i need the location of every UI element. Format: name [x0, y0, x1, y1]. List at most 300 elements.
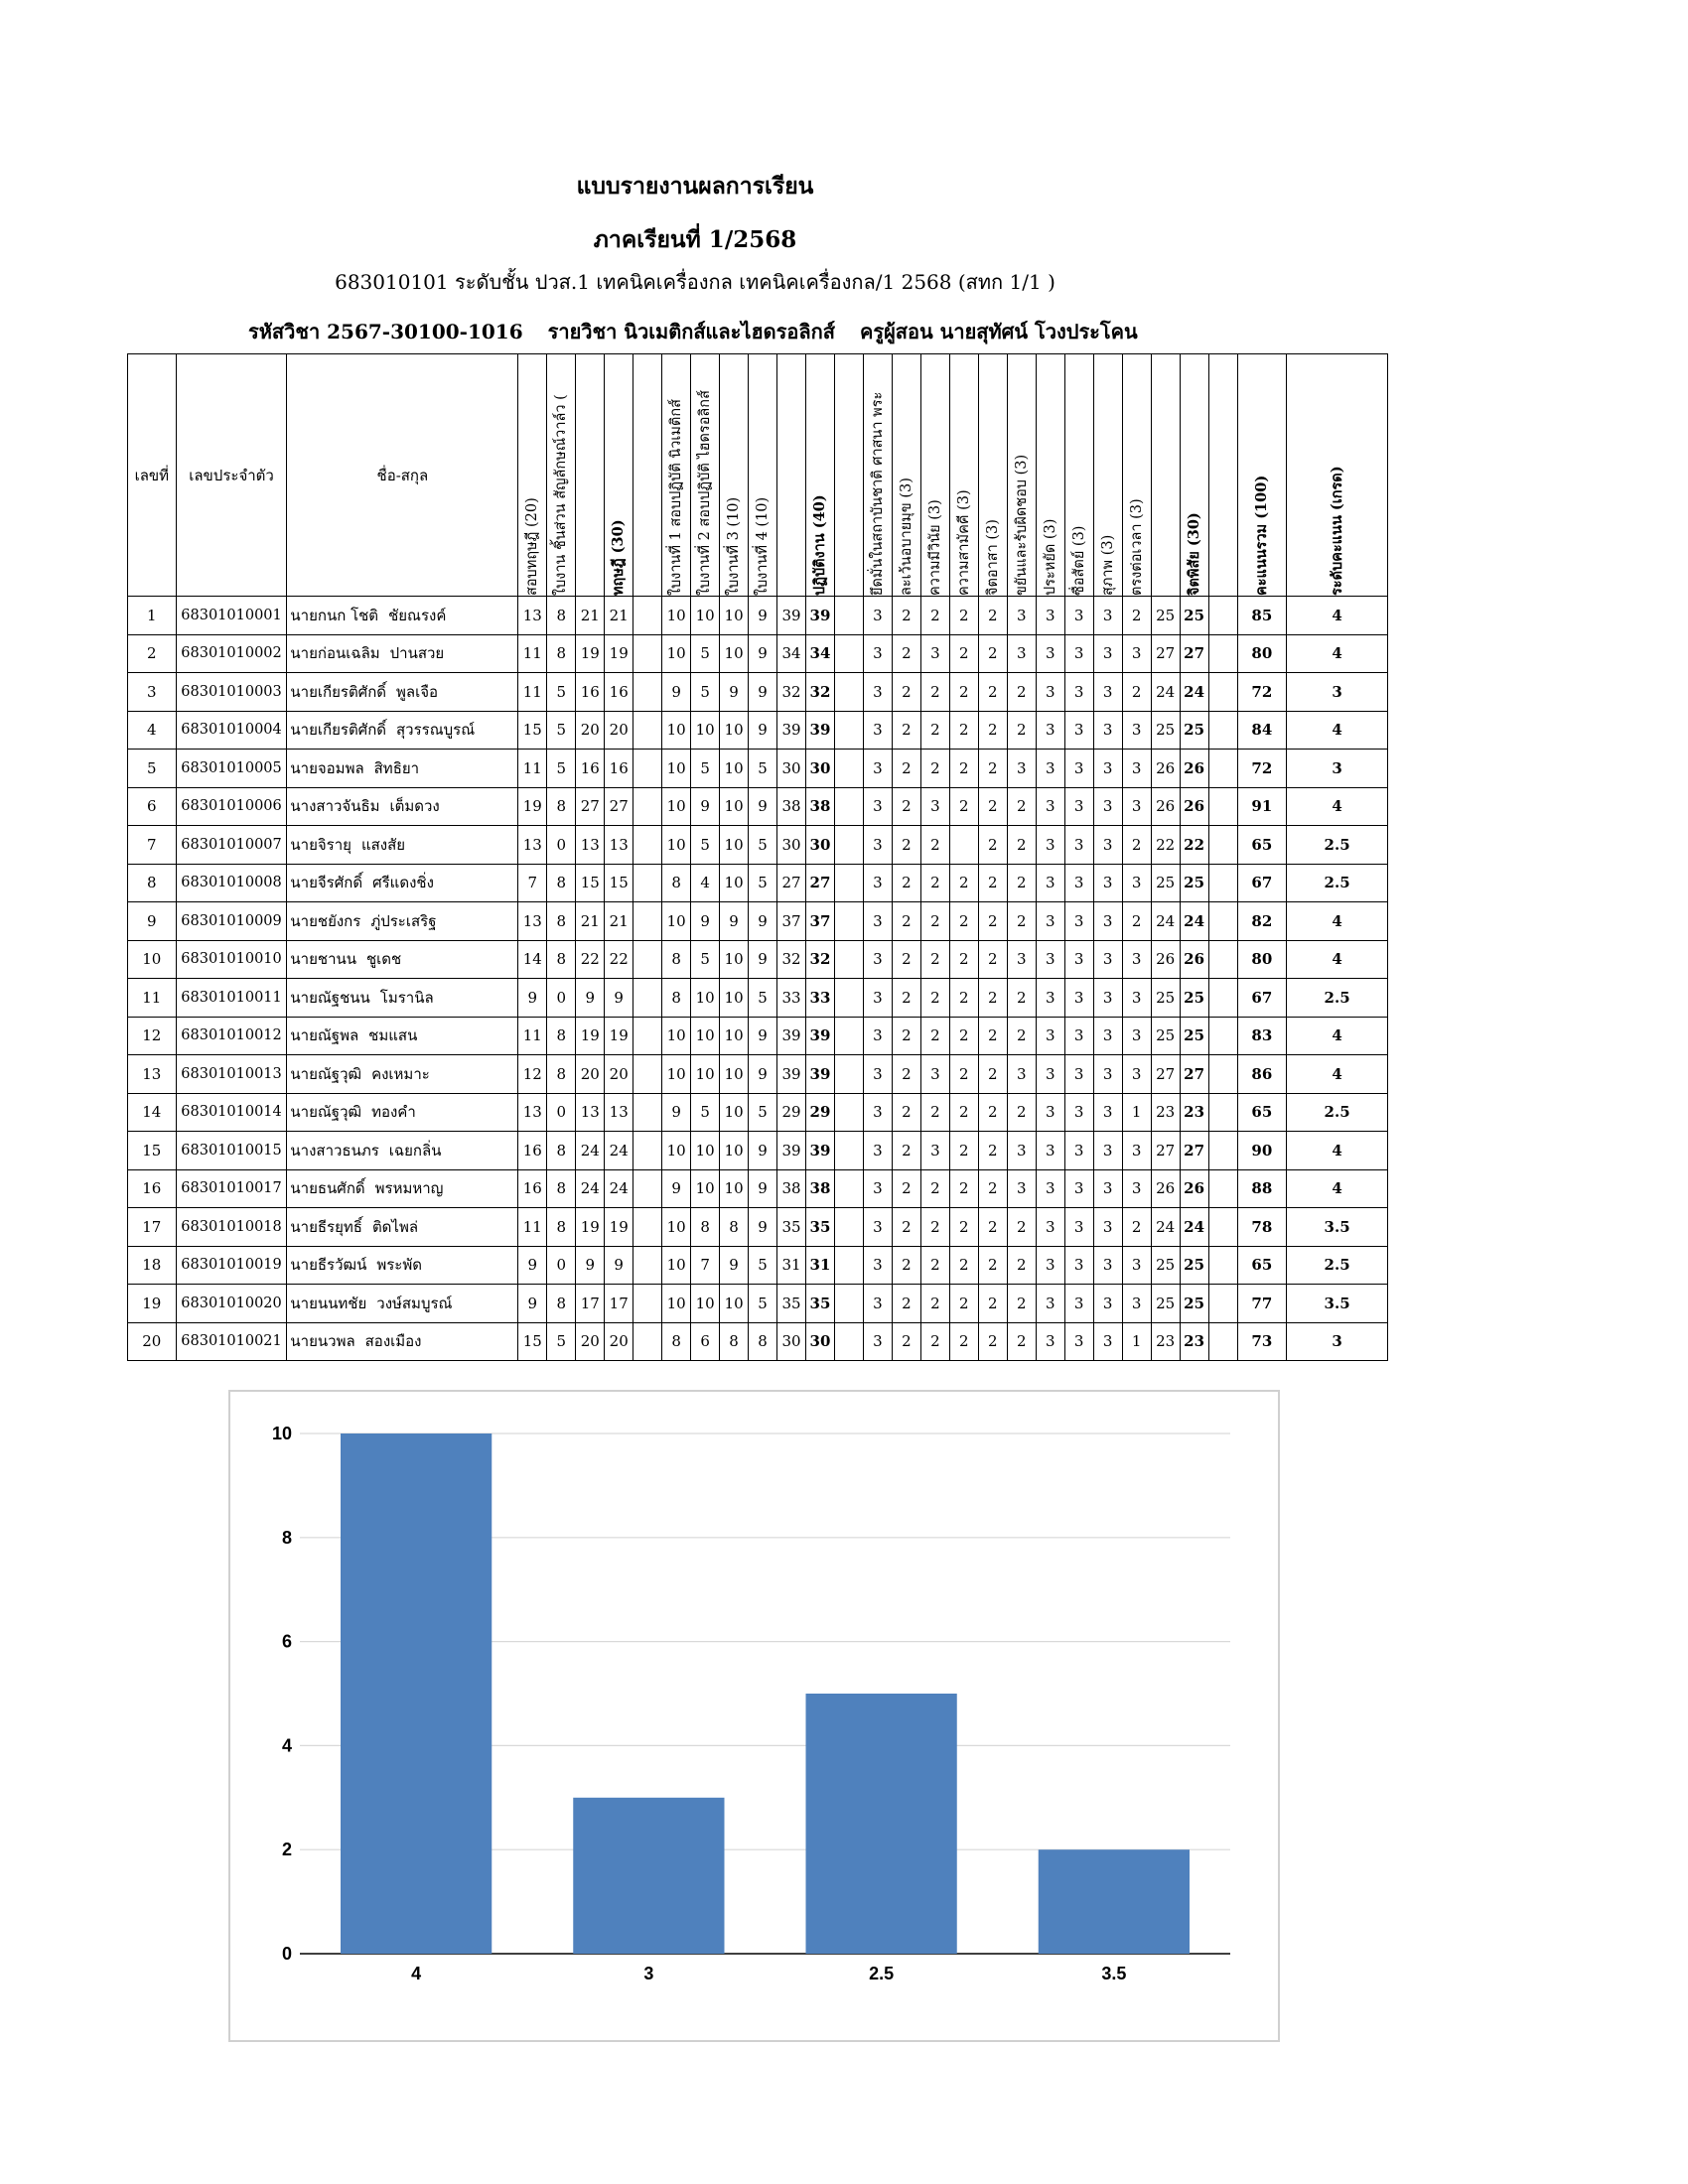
score-cell: 10 [720, 711, 749, 750]
empty-cell [633, 1132, 662, 1170]
score-cell: 2 [978, 1322, 1007, 1361]
score-cell: 2 [978, 1285, 1007, 1323]
score-cell: 30 [806, 750, 835, 788]
score-cell: 24 [1151, 1208, 1180, 1247]
score-cell: 10 [720, 826, 749, 865]
last-name: โมรานิล [379, 988, 434, 1007]
score-cell: 2 [892, 1322, 920, 1361]
score-cell: 3 [1007, 940, 1036, 979]
score-cell: 16 [518, 1169, 547, 1208]
last-name: พูลเจือ [396, 682, 439, 701]
empty-cell [633, 1246, 662, 1285]
score-cell: 3 [1036, 979, 1064, 1018]
student-name [287, 597, 518, 635]
score-cell: 10 [662, 634, 691, 673]
score-cell: 19 [605, 1017, 633, 1055]
score-cell: 3 [1036, 1322, 1064, 1361]
column-header [1151, 354, 1180, 597]
first-name: นายณัฐวุฒิ [290, 1064, 362, 1083]
score-cell: 2.5 [1287, 826, 1388, 865]
score-cell: 17 [576, 1285, 605, 1323]
score-cell: 3 [1036, 826, 1064, 865]
score-cell: 2.5 [1287, 1246, 1388, 1285]
column-header-label: ทฤษฎี (30) [610, 519, 628, 596]
score-cell: 91 [1237, 787, 1287, 826]
column-header-label: ความมีวินัย (3) [926, 499, 943, 596]
score-cell: 2 [1007, 711, 1036, 750]
score-cell: 10 [720, 1132, 749, 1170]
score-cell: 7 [518, 864, 547, 902]
score-cell: 2 [978, 597, 1007, 635]
first-name: นายก่อนเฉลิม [290, 644, 380, 663]
score-cell: 2 [949, 1169, 978, 1208]
column-header [1208, 354, 1237, 597]
score-cell: 8 [547, 634, 576, 673]
score-cell: 9 [720, 1246, 749, 1285]
score-cell: 3 [1093, 634, 1122, 673]
last-name: ภู่ประเสริฐ [370, 911, 437, 930]
table-row [128, 1246, 1388, 1285]
score-cell: 25 [1180, 864, 1208, 902]
score-cell: 25 [1151, 979, 1180, 1018]
score-cell: 39 [777, 711, 806, 750]
score-cell: 39 [806, 1132, 835, 1170]
student-id: 68301010008 [176, 864, 287, 902]
score-cell: 2 [1007, 902, 1036, 941]
score-cell: 8 [749, 1322, 777, 1361]
score-cell: 3 [1064, 787, 1093, 826]
score-cell: 3 [863, 826, 892, 865]
first-name: นายณัฐพล [290, 1026, 359, 1045]
row-number: 8 [128, 864, 177, 902]
score-cell: 35 [806, 1285, 835, 1323]
score-cell: 10 [720, 1169, 749, 1208]
column-header-label: ระดับคะแนน (เกรด) [1328, 466, 1345, 596]
empty-cell [1208, 826, 1237, 865]
score-cell: 8 [662, 864, 691, 902]
student-name [287, 750, 518, 788]
score-cell: 5 [691, 673, 720, 712]
score-cell: 37 [777, 902, 806, 941]
score-cell: 9 [749, 787, 777, 826]
empty-cell [834, 787, 863, 826]
score-cell: 13 [576, 826, 605, 865]
score-cell: 27 [1180, 1055, 1208, 1094]
student-id: 68301010005 [176, 750, 287, 788]
score-cell: 21 [576, 597, 605, 635]
score-cell: 10 [720, 787, 749, 826]
score-cell: 19 [576, 634, 605, 673]
empty-cell [834, 750, 863, 788]
score-cell: 25 [1180, 1017, 1208, 1055]
empty-cell [633, 1208, 662, 1247]
column-header [605, 354, 633, 597]
score-cell: 10 [662, 1208, 691, 1247]
score-cell: 19 [576, 1017, 605, 1055]
score-cell: 67 [1237, 979, 1287, 1018]
row-number: 6 [128, 787, 177, 826]
score-cell: 39 [777, 1017, 806, 1055]
score-cell: 3 [1093, 787, 1122, 826]
score-cell: 9 [749, 1169, 777, 1208]
score-cell: 2 [892, 1285, 920, 1323]
score-cell: 2 [892, 1208, 920, 1247]
grade-table [127, 353, 1388, 1361]
column-header-label: จิตพิสัย (30) [1185, 512, 1202, 596]
first-name: นายกนก โชติ [290, 606, 379, 624]
score-cell: 2 [949, 1322, 978, 1361]
score-cell: 2 [949, 1055, 978, 1094]
score-cell: 10 [662, 597, 691, 635]
score-cell: 25 [1180, 597, 1208, 635]
student-name [287, 1093, 518, 1132]
score-cell: 2 [949, 940, 978, 979]
score-cell: 23 [1180, 1093, 1208, 1132]
score-cell: 27 [576, 787, 605, 826]
student-name [287, 1132, 518, 1170]
score-cell: 65 [1237, 1246, 1287, 1285]
score-cell: 19 [518, 787, 547, 826]
score-cell: 4 [1287, 597, 1388, 635]
empty-cell [633, 979, 662, 1018]
column-header-label: ละเว้นอบายมุข (3) [898, 478, 914, 596]
last-name: ติดไพล่ [371, 1217, 419, 1236]
score-cell: 72 [1237, 750, 1287, 788]
score-cell: 2 [949, 673, 978, 712]
table-row [128, 711, 1388, 750]
column-header [978, 354, 1007, 597]
score-cell: 26 [1151, 1169, 1180, 1208]
column-header-label: ใบงานที่ 2 สอบปฏิบัติ ไฮดรอลิกส์ [697, 390, 714, 596]
score-cell: 9 [749, 634, 777, 673]
last-name: คงเหมาะ [371, 1064, 430, 1083]
row-number: 5 [128, 750, 177, 788]
score-cell: 72 [1237, 673, 1287, 712]
table-row [128, 826, 1388, 865]
score-cell: 19 [605, 1208, 633, 1247]
score-cell: 4 [1287, 940, 1388, 979]
empty-cell [1208, 634, 1237, 673]
score-cell: 88 [1237, 1169, 1287, 1208]
score-cell: 80 [1237, 940, 1287, 979]
score-cell: 9 [518, 1285, 547, 1323]
score-cell: 3 [863, 634, 892, 673]
score-cell: 3 [1007, 1132, 1036, 1170]
score-cell: 13 [518, 902, 547, 941]
score-cell: 4 [1287, 1169, 1388, 1208]
student-id: 68301010002 [176, 634, 287, 673]
score-cell: 23 [1151, 1093, 1180, 1132]
score-cell: 3 [920, 1132, 949, 1170]
column-header-label: ปฏิบัติงาน (40) [810, 494, 828, 596]
row-number: 13 [128, 1055, 177, 1094]
score-cell: 19 [576, 1208, 605, 1247]
empty-cell [633, 826, 662, 865]
row-number: 11 [128, 979, 177, 1018]
score-cell: 23 [1151, 1322, 1180, 1361]
score-cell: 8 [547, 1208, 576, 1247]
score-cell: 10 [691, 711, 720, 750]
first-name: นางสาวจันธิม [290, 797, 380, 816]
x-tick-label: 3 [643, 1964, 654, 1983]
first-name: นายจีรศักดิ์ [290, 874, 363, 892]
score-cell: 3 [1036, 1017, 1064, 1055]
score-cell: 39 [806, 1055, 835, 1094]
score-cell: 2 [978, 711, 1007, 750]
y-tick-label: 8 [281, 1527, 292, 1548]
table-row [128, 940, 1388, 979]
student-id: 68301010021 [176, 1322, 287, 1361]
last-name: ปานสวย [389, 644, 445, 663]
score-cell: 4 [1287, 787, 1388, 826]
score-cell: 4 [1287, 711, 1388, 750]
score-cell: 5 [691, 634, 720, 673]
score-cell: 2 [949, 979, 978, 1018]
row-number: 18 [128, 1246, 177, 1285]
empty-cell [1208, 1322, 1237, 1361]
score-cell: 2 [949, 1246, 978, 1285]
first-name: นายเกียรติศักดิ์ [290, 682, 387, 701]
score-cell: 25 [1180, 711, 1208, 750]
score-cell: 2 [1007, 826, 1036, 865]
column-header [1122, 354, 1151, 597]
score-cell: 3 [1064, 1285, 1093, 1323]
empty-cell [633, 711, 662, 750]
score-cell: 3 [1064, 902, 1093, 941]
score-cell: 10 [720, 597, 749, 635]
student-id: 68301010003 [176, 673, 287, 712]
score-cell: 3 [863, 1093, 892, 1132]
class-line: 683010101 ระดับชั้น ปวส.1 เทคนิคเครื่องกล เทคนิคเครื่องกล/1 2568 (สทก 1/1 ) [335, 270, 1055, 294]
score-cell: 3 [1122, 1246, 1151, 1285]
empty-cell [633, 1169, 662, 1208]
empty-cell [1208, 902, 1237, 941]
score-cell: 85 [1237, 597, 1287, 635]
score-cell: 3 [1093, 673, 1122, 712]
column-header [777, 354, 806, 597]
first-name: นายชานน [290, 950, 356, 969]
score-cell: 26 [1180, 1169, 1208, 1208]
student-id: 68301010006 [176, 787, 287, 826]
score-cell: 3 [1093, 1055, 1122, 1094]
score-cell: 3 [1122, 711, 1151, 750]
score-cell: 65 [1237, 1093, 1287, 1132]
score-cell: 11 [518, 1208, 547, 1247]
score-cell: 3 [1093, 940, 1122, 979]
score-cell: 3 [1064, 1093, 1093, 1132]
score-cell: 2 [978, 1055, 1007, 1094]
table-body [128, 597, 1388, 1361]
score-cell: 31 [806, 1246, 835, 1285]
score-cell: 2 [920, 1169, 949, 1208]
score-cell: 2 [978, 1093, 1007, 1132]
score-cell: 3 [863, 1208, 892, 1247]
score-cell: 5 [749, 979, 777, 1018]
score-cell: 25 [1180, 979, 1208, 1018]
score-cell: 5 [691, 940, 720, 979]
first-name: นายนวพล [290, 1332, 355, 1351]
score-cell: 26 [1151, 750, 1180, 788]
last-name: พระพัด [376, 1256, 422, 1275]
score-cell: 5 [749, 826, 777, 865]
score-cell: 2 [978, 979, 1007, 1018]
score-cell: 3 [1093, 711, 1122, 750]
column-header-label: ใบงานที่ 1 สอบปฏิบัติ นิวเมติกส์ [668, 399, 685, 596]
score-cell: 10 [720, 1017, 749, 1055]
score-cell: 23 [1180, 1322, 1208, 1361]
score-cell: 2 [949, 902, 978, 941]
score-cell: 2 [978, 1132, 1007, 1170]
score-cell: 3 [1093, 1285, 1122, 1323]
column-header [720, 354, 749, 597]
column-header [920, 354, 949, 597]
first-name: นายเกียรติศักดิ์ [290, 721, 387, 740]
score-cell: 3 [1122, 787, 1151, 826]
score-cell: 2 [949, 597, 978, 635]
score-cell: 2 [892, 787, 920, 826]
row-number: 7 [128, 826, 177, 865]
score-cell: 9 [662, 1169, 691, 1208]
score-cell: 2.5 [1287, 864, 1388, 902]
score-cell: 2 [1007, 979, 1036, 1018]
score-cell: 2 [892, 750, 920, 788]
table-row [128, 787, 1388, 826]
course-name: รายวิชา นิวเมติกส์และไฮดรอลิกส์ [547, 320, 835, 343]
score-cell: 3 [1122, 1285, 1151, 1323]
column-header-label: คะแนนรวม (100) [1252, 475, 1270, 596]
score-cell: 11 [518, 1017, 547, 1055]
score-cell: 9 [518, 1246, 547, 1285]
score-cell: 5 [749, 750, 777, 788]
score-cell: 26 [1151, 787, 1180, 826]
student-name [287, 1285, 518, 1323]
score-cell: 8 [547, 1132, 576, 1170]
score-cell: 77 [1237, 1285, 1287, 1323]
score-cell: 13 [605, 826, 633, 865]
score-cell: 2 [949, 711, 978, 750]
score-cell: 4 [691, 864, 720, 902]
score-cell: 2 [978, 787, 1007, 826]
score-cell: 9 [576, 1246, 605, 1285]
score-cell: 33 [777, 979, 806, 1018]
score-cell: 5 [749, 1093, 777, 1132]
score-cell: 17 [605, 1285, 633, 1323]
score-cell: 3 [1036, 1208, 1064, 1247]
row-number: 15 [128, 1132, 177, 1170]
score-cell: 16 [576, 673, 605, 712]
column-header [576, 354, 605, 597]
score-cell: 13 [518, 826, 547, 865]
score-cell: 2 [1007, 864, 1036, 902]
score-cell: 3 [863, 902, 892, 941]
first-name: นายณัฐวุฒิ [290, 1103, 362, 1122]
score-cell: 9 [749, 711, 777, 750]
column-header-label: ยึดมั่นในสถาบันชาติ ศาสนา พระ [869, 391, 886, 596]
empty-cell [834, 711, 863, 750]
empty-cell [834, 597, 863, 635]
score-cell: 2 [1007, 1093, 1036, 1132]
empty-cell [1208, 787, 1237, 826]
student-id: 68301010004 [176, 711, 287, 750]
score-cell: 8 [720, 1208, 749, 1247]
student-name [287, 787, 518, 826]
score-cell: 8 [547, 1285, 576, 1323]
student-name [287, 1322, 518, 1361]
score-cell: 7 [691, 1246, 720, 1285]
score-cell: 3 [1036, 940, 1064, 979]
y-tick-label: 0 [281, 1944, 292, 1964]
empty-cell [1208, 597, 1237, 635]
score-cell: 38 [806, 787, 835, 826]
score-cell: 10 [662, 902, 691, 941]
first-name: นายณัฐชนน [290, 988, 370, 1007]
column-header [691, 354, 720, 597]
last-name: แสงสัย [360, 835, 406, 854]
score-cell: 2 [1007, 1322, 1036, 1361]
empty-cell [1208, 864, 1237, 902]
row-number: 3 [128, 673, 177, 712]
empty-cell [633, 597, 662, 635]
score-cell: 34 [777, 634, 806, 673]
student-id: 68301010018 [176, 1208, 287, 1247]
score-cell: 13 [518, 1093, 547, 1132]
score-cell: 9 [720, 902, 749, 941]
score-cell: 24 [576, 1169, 605, 1208]
score-cell: 4 [1287, 1055, 1388, 1094]
score-cell: 3 [1007, 750, 1036, 788]
score-cell: 3 [1064, 826, 1093, 865]
score-cell: 2 [978, 1208, 1007, 1247]
score-cell: 0 [547, 1246, 576, 1285]
student-name [287, 1246, 518, 1285]
column-header [518, 354, 547, 597]
score-cell: 9 [749, 597, 777, 635]
score-cell: 2 [892, 902, 920, 941]
score-cell: 24 [605, 1169, 633, 1208]
score-cell: 21 [576, 902, 605, 941]
score-cell: 25 [1151, 1285, 1180, 1323]
row-number: 9 [128, 902, 177, 941]
score-cell: 39 [777, 1055, 806, 1094]
score-cell: 8 [662, 940, 691, 979]
score-cell: 8 [547, 1169, 576, 1208]
row-number: 12 [128, 1017, 177, 1055]
score-cell: 2 [1007, 673, 1036, 712]
column-header-label: ประหยัด (3) [1042, 518, 1058, 596]
first-name: นายจอมพล [290, 758, 364, 777]
score-cell: 2 [978, 1246, 1007, 1285]
table-row [128, 1055, 1388, 1094]
student-id: 68301010017 [176, 1169, 287, 1208]
score-cell: 8 [720, 1322, 749, 1361]
score-cell: 3 [1287, 673, 1388, 712]
score-cell: 5 [749, 1246, 777, 1285]
score-cell: 3 [1036, 1055, 1064, 1094]
score-cell: 21 [605, 902, 633, 941]
score-cell: 3 [1287, 1322, 1388, 1361]
empty-cell [834, 826, 863, 865]
score-cell: 27 [1151, 1132, 1180, 1170]
score-cell: 10 [662, 1132, 691, 1170]
column-header-label: ความสามัคคี (3) [955, 489, 972, 596]
student-id: 68301010013 [176, 1055, 287, 1094]
score-cell: 9 [576, 979, 605, 1018]
first-name: นางสาวธนภร [290, 1141, 379, 1160]
empty-cell [633, 1093, 662, 1132]
student-name [287, 634, 518, 673]
score-cell: 30 [777, 826, 806, 865]
score-cell: 3 [863, 1017, 892, 1055]
